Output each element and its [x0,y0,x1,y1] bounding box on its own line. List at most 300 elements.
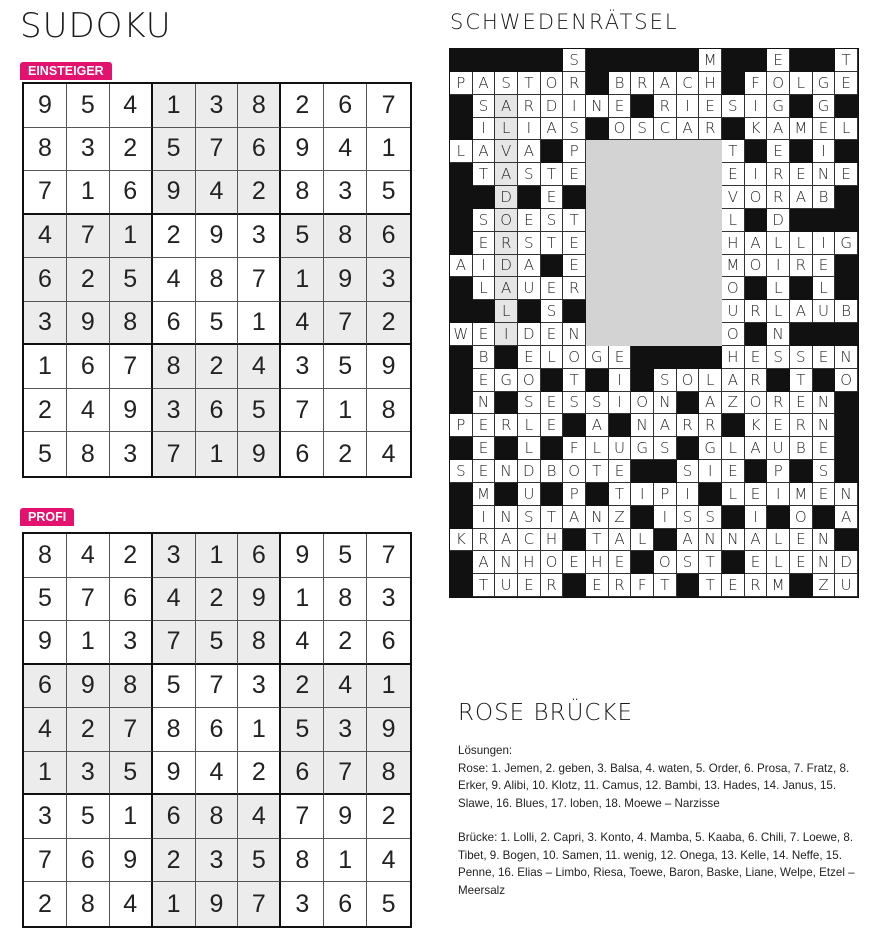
letter-cell: R [631,72,654,95]
clue-cell [745,460,768,483]
puzzle-image-area [631,140,654,163]
letter-cell: E [609,346,632,369]
letter-cell: S [563,49,586,72]
letter-cell: L [835,118,858,141]
clue-cell [790,277,813,300]
sudoku-cell: 8 [238,84,281,128]
clue-cell [450,163,473,186]
letter-cell: E [722,460,745,483]
sudoku-cell: 9 [238,578,281,622]
clue-cell [699,346,722,369]
letter-cell: A [450,255,473,278]
sudoku-cell: 3 [238,665,281,709]
sudoku-cell: 5 [110,258,153,302]
puzzle-image-area [609,232,632,255]
letter-cell: Z [722,392,745,415]
sudoku-cell: 4 [24,215,67,259]
letter-cell: E [745,483,768,506]
sudoku-cell: 2 [367,795,410,839]
letter-cell: R [767,163,790,186]
sudoku-cell: 3 [281,345,324,389]
letter-cell: R [790,255,813,278]
sudoku-cell: 2 [196,345,239,389]
sudoku-cell: 7 [281,795,324,839]
letter-cell: L [767,300,790,323]
letter-cell: I [767,483,790,506]
letter-cell: R [745,574,768,597]
puzzle-image-area [654,300,677,323]
sudoku-cell: 3 [24,795,67,839]
clue-cell [495,49,518,72]
puzzle-image-area [699,323,722,346]
sudoku-cell: 5 [24,578,67,622]
schwedenraetsel-title: SCHWEDENRÄTSEL [450,10,679,34]
sudoku-cell: 7 [367,534,410,578]
sudoku-cell: 7 [367,84,410,128]
puzzle-image-area [586,186,609,209]
clue-cell [835,255,858,278]
sudoku-cell: 1 [324,839,367,883]
sudoku-cell: 7 [24,839,67,883]
letter-cell: A [654,414,677,437]
sudoku-cell: 8 [367,752,410,796]
puzzle-image-area [654,186,677,209]
clue-cell [722,506,745,529]
sudoku-cell: 2 [24,389,67,433]
sudoku-cell: 5 [196,621,239,665]
sudoku-cell: 2 [324,621,367,665]
letter-cell: A [790,300,813,323]
clue-cell [450,346,473,369]
letter-cell: A [518,140,541,163]
puzzle-image-area [586,163,609,186]
puzzle-image-area [609,277,632,300]
letter-cell: R [518,95,541,118]
clue-cell [450,186,473,209]
sudoku-cell: 1 [196,534,239,578]
puzzle-image-area [654,323,677,346]
letter-cell: S [450,460,473,483]
clue-cell [518,49,541,72]
letter-cell: S [790,346,813,369]
clue-cell [541,140,564,163]
sudoku-cell: 1 [367,665,410,709]
letter-cell: I [813,140,836,163]
letter-cell: L [495,300,518,323]
letter-cell: G [835,232,858,255]
letter-cell: O [722,277,745,300]
letter-cell: S [631,118,654,141]
sudoku-cell: 6 [110,171,153,215]
letter-cell: T [518,72,541,95]
letter-cell: A [541,118,564,141]
clue-cell [450,118,473,141]
sudoku-cell: 9 [67,665,110,709]
clue-cell [563,529,586,552]
letter-cell: R [745,300,768,323]
sudoku-cell: 9 [153,171,196,215]
clue-cell [450,209,473,232]
sudoku-cell: 1 [367,128,410,172]
sudoku-cell: 2 [281,665,324,709]
sudoku-cell: 6 [238,534,281,578]
clue-cell [790,95,813,118]
letter-cell: K [745,414,768,437]
clue-cell [677,574,700,597]
clue-cell [790,140,813,163]
letter-cell: D [518,323,541,346]
clue-cell [586,118,609,141]
sudoku-cell: 4 [110,882,153,926]
clue-cell [835,392,858,415]
sudoku-cell: 7 [110,708,153,752]
solutions-label: Lösungen: [458,744,513,757]
letter-cell: R [767,186,790,209]
letter-cell: I [677,483,700,506]
letter-cell: N [654,392,677,415]
clue-cell [450,506,473,529]
letter-cell: O [563,346,586,369]
clue-cell [813,369,836,392]
sudoku-cell: 1 [196,432,239,476]
clue-cell [631,346,654,369]
letter-cell: F [745,72,768,95]
letter-cell: N [813,163,836,186]
letter-cell: N [813,392,836,415]
clue-cell [563,414,586,437]
letter-cell: E [813,118,836,141]
sudoku-cell: 9 [281,534,324,578]
clue-cell [586,483,609,506]
sudoku-cell: 5 [367,171,410,215]
puzzle-image-area [699,186,722,209]
clue-cell [745,277,768,300]
sudoku-cell: 7 [196,665,239,709]
clue-cell [790,209,813,232]
letter-cell: L [699,369,722,392]
letter-cell: O [745,255,768,278]
sudoku-cell: 3 [24,302,67,346]
letter-cell: T [654,574,677,597]
sudoku-cell: 6 [281,752,324,796]
letter-cell: E [790,392,813,415]
sudoku-cell: 5 [238,389,281,433]
clue-cell [745,209,768,232]
clue-cell [745,323,768,346]
letter-cell: O [495,209,518,232]
sudoku-cell: 9 [110,389,153,433]
letter-cell: S [677,506,700,529]
letter-cell: N [586,506,609,529]
clue-cell [450,574,473,597]
clue-cell [450,551,473,574]
clue-cell [631,460,654,483]
letter-cell: L [813,277,836,300]
letter-cell: P [654,483,677,506]
sudoku-cell: 6 [153,795,196,839]
clue-cell [677,392,700,415]
letter-cell: S [563,392,586,415]
sudoku-cell: 3 [324,171,367,215]
sudoku-cell: 9 [67,302,110,346]
letter-cell: T [835,49,858,72]
letter-cell: S [518,232,541,255]
letter-cell: R [609,574,632,597]
sudoku-cell: 9 [110,839,153,883]
letter-cell: N [495,460,518,483]
letter-cell: A [609,529,632,552]
letter-cell: E [563,163,586,186]
clue-cell [813,323,836,346]
letter-cell: O [835,369,858,392]
sudoku-cell: 9 [24,84,67,128]
sudoku-cell: 9 [24,621,67,665]
letter-cell: D [541,95,564,118]
sudoku-cell: 2 [153,215,196,259]
letter-cell: N [631,414,654,437]
sudoku-cell: 7 [67,578,110,622]
puzzle-image-area [654,232,677,255]
letter-cell: C [518,529,541,552]
letter-cell: L [631,529,654,552]
letter-cell: A [699,392,722,415]
letter-cell: V [495,140,518,163]
sudoku-cell: 4 [281,302,324,346]
letter-cell: A [745,529,768,552]
sudoku-cell: 2 [281,84,324,128]
puzzle-image-area [609,209,632,232]
sudoku-cell: 9 [281,128,324,172]
letter-cell: T [699,551,722,574]
letter-cell: T [790,369,813,392]
letter-cell: O [767,72,790,95]
letter-cell: E [722,574,745,597]
sudoku-cell: 7 [110,345,153,389]
clue-cell [473,186,496,209]
letter-cell: N [767,323,790,346]
letter-cell: E [699,95,722,118]
letter-cell: I [767,255,790,278]
sudoku-cell: 5 [281,215,324,259]
letter-cell: G [631,437,654,460]
letter-cell: E [790,551,813,574]
letter-cell: S [654,369,677,392]
letter-cell: L [767,529,790,552]
letter-cell: A [473,551,496,574]
letter-cell: A [495,529,518,552]
puzzle-image-area [609,255,632,278]
letter-cell: S [495,72,518,95]
sudoku-cell: 4 [324,128,367,172]
puzzle-image-area [631,277,654,300]
sudoku-cell: 5 [196,302,239,346]
letter-cell: E [473,232,496,255]
letter-cell: R [745,369,768,392]
puzzle-image-area [586,209,609,232]
profi-badge: PROFI [20,508,74,526]
letter-cell: F [563,437,586,460]
letter-cell: W [450,323,473,346]
clue-cell [495,437,518,460]
sudoku-cell: 5 [381,889,396,918]
sudoku-cell: 6 [67,345,110,389]
sudoku-cell: 3 [110,432,153,476]
clue-cell [835,460,858,483]
letter-cell: S [541,209,564,232]
letter-cell: O [654,551,677,574]
letter-cell: N [699,529,722,552]
puzzle-image-area [586,300,609,323]
sudoku-cell: 8 [281,839,324,883]
sudoku-cell: 8 [67,432,110,476]
letter-cell: E [518,346,541,369]
letter-cell: L [767,551,790,574]
puzzle-image-area [586,255,609,278]
sudoku-cell: 5 [238,839,281,883]
letter-cell: P [450,72,473,95]
clue-cell [450,437,473,460]
letter-cell: E [563,232,586,255]
sudoku-cell: 2 [367,302,410,346]
letter-cell: G [586,346,609,369]
letter-cell: E [518,574,541,597]
sudoku-einsteiger-grid [22,82,412,478]
schwedenraetsel-grid [449,48,859,598]
sudoku-cell: 6 [67,839,110,883]
sudoku-cell: 4 [324,665,367,709]
sudoku-cell: 8 [67,882,110,926]
clue-cell [677,346,700,369]
sudoku-cell: 3 [324,708,367,752]
sudoku-cell: 6 [24,665,67,709]
letter-cell: O [790,506,813,529]
sudoku-cell: 7 [281,389,324,433]
sudoku-cell: 8 [110,302,153,346]
letter-cell: U [609,437,632,460]
letter-cell: U [518,483,541,506]
letter-cell: R [473,529,496,552]
letter-cell: E [473,437,496,460]
puzzle-image-area [654,255,677,278]
sudoku-cell: 1 [110,215,153,259]
sudoku-profi-grid [22,532,412,928]
letter-cell: M [722,255,745,278]
sudoku-cell: 8 [238,621,281,665]
sudoku-cell: 6 [110,578,153,622]
sudoku-cell: 9 [238,432,281,476]
letter-cell: T [473,163,496,186]
sudoku-cell: 9 [367,708,410,752]
puzzle-image-area [654,163,677,186]
letter-cell: I [609,392,632,415]
clue-cell [654,460,677,483]
sudoku-cell: 1 [24,345,67,389]
sudoku-cell: 3 [67,752,110,796]
sudoku-cell: 9 [324,258,367,302]
sudoku-cell: 1 [67,171,110,215]
letter-cell: L [790,72,813,95]
puzzle-image-area [631,186,654,209]
clue-cell [767,506,790,529]
letter-cell: R [677,414,700,437]
clue-cell [450,300,473,323]
letter-cell: L [722,437,745,460]
clue-cell [563,574,586,597]
letter-cell: E [541,186,564,209]
letter-cell: M [699,49,722,72]
sudoku-cell: 7 [324,752,367,796]
clue-cell [631,369,654,392]
letter-cell: A [654,72,677,95]
sudoku-cell: 3 [367,578,410,622]
sudoku-cell: 8 [367,389,410,433]
letter-cell: N [473,392,496,415]
sudoku-cell: 4 [367,839,410,883]
letter-cell: L [541,346,564,369]
clue-cell [473,300,496,323]
sudoku-cell: 4 [153,258,196,302]
sudoku-cell: 7 [324,302,367,346]
sudoku-cell: 3 [196,84,239,128]
letter-cell: N [563,323,586,346]
sudoku-cell: 1 [281,578,324,622]
clue-cell [835,414,858,437]
letter-cell: E [541,323,564,346]
letter-cell: L [722,483,745,506]
letter-cell: E [813,437,836,460]
letter-cell: G [813,72,836,95]
clue-cell [654,49,677,72]
sudoku-cell: 8 [324,215,367,259]
sudoku-cell: 2 [196,578,239,622]
letter-cell: U [835,574,858,597]
letter-cell: O [745,392,768,415]
letter-cell: N [495,506,518,529]
letter-cell: E [813,255,836,278]
letter-cell: E [518,209,541,232]
sudoku-cell: 9 [367,345,410,389]
letter-cell: E [541,277,564,300]
letter-cell: G [767,95,790,118]
sudoku-cell: 6 [196,389,239,433]
letter-cell: R [563,72,586,95]
clue-cell [654,529,677,552]
puzzle-image-area [631,163,654,186]
letter-cell: E [813,483,836,506]
puzzle-image-area [677,209,700,232]
clue-cell [790,574,813,597]
letter-cell: I [813,232,836,255]
clue-cell [631,551,654,574]
sudoku-cell: 3 [196,839,239,883]
sudoku-cell: 5 [281,708,324,752]
sudoku-cell: 6 [281,432,324,476]
clue-cell [495,483,518,506]
puzzle-image-area [654,140,677,163]
letter-cell: S [677,551,700,574]
clue-cell [790,49,813,72]
sudoku-cell: 2 [153,839,196,883]
letter-cell: C [677,72,700,95]
sudoku-cell: 4 [110,84,153,128]
sudoku-cell: 8 [324,578,367,622]
clue-cell [835,437,858,460]
letter-cell: S [677,460,700,483]
letter-cell: H [518,551,541,574]
letter-cell: Z [813,574,836,597]
clue-cell [813,506,836,529]
letter-cell: B [835,300,858,323]
